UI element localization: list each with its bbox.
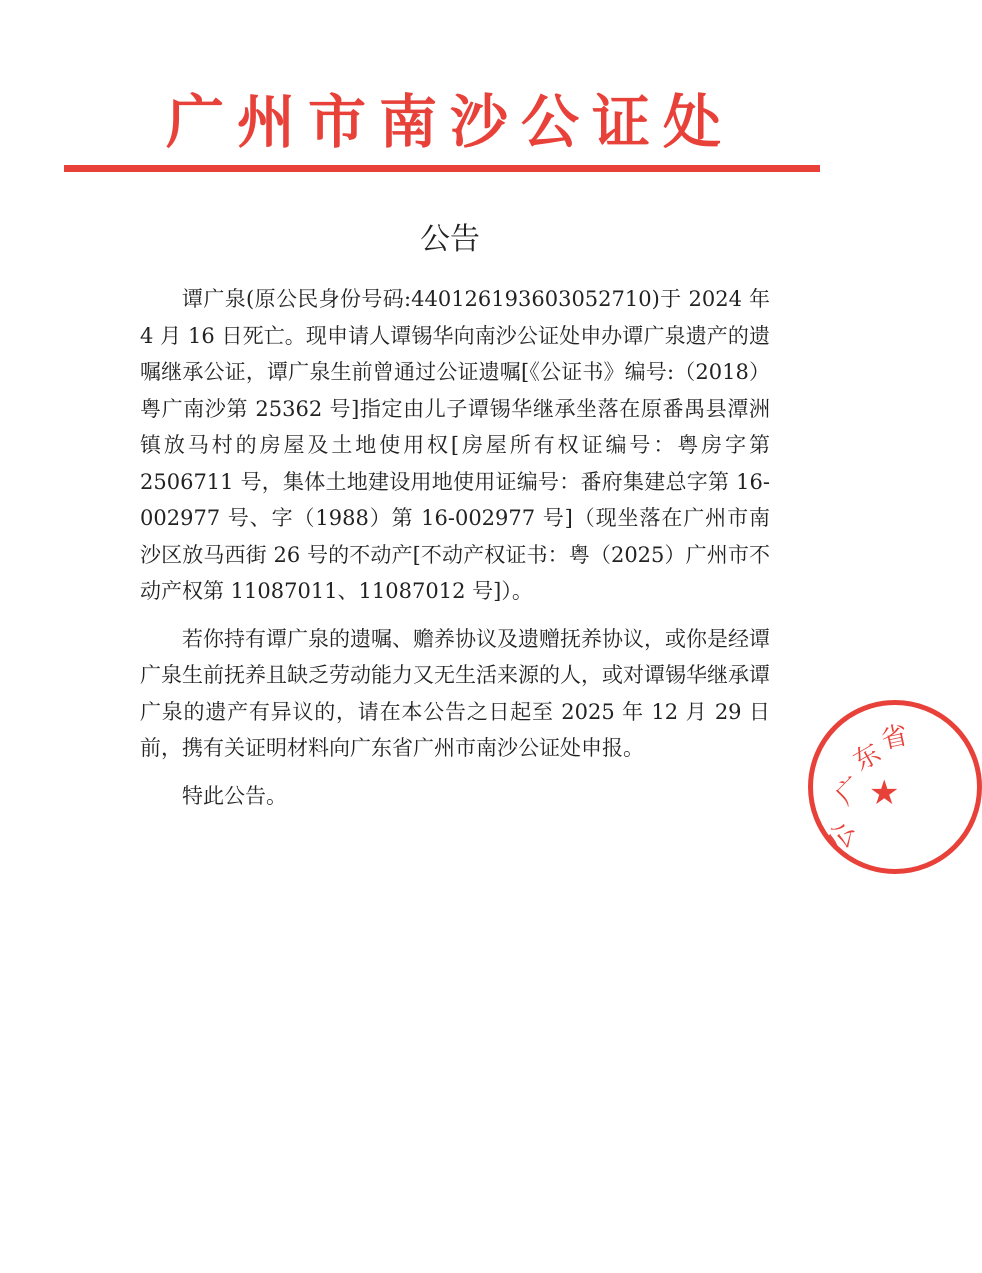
notice-paragraph-1: 谭广泉(原公民身份号码:440126193603052710)于 2024 年 4 月 16 日死亡。现申请人谭锡华向南沙公证处申办谭广泉遗产的遗嘱继承公证，谭广泉生前曾通过公证遗嘱[《公证书》编号:（2018）粤广南沙第 25362 号]指定由儿子谭锡华继承坐落在原番禺县潭洲镇放马村的房屋及土地使用权[房屋所有权证编号：粤房字第 2506711 号，集体土地建设用地使用证编号：番府集建总字第 16-002977 号、字（1988）第 16-002977 号]（现坐落在广州市南沙区放马西街 26 号的不动产[不动产权证书：粤（2025）广州市不动产权第 11087011、11087012 号]）。 xyxy=(140,287,770,603)
notice-paragraph-2: 若你持有谭广泉的遗嘱、赡养协议及遗赠抚养协议，或你是经谭广泉生前抚养且缺乏劳动能力又无生活来源的人，或对谭锡华继承谭广泉的遗产有异议的，请在本公告之日起至 2025 年 12 月 29 日前，携有关证明材料向广东省广州市南沙公证处申报。 xyxy=(140,626,770,760)
letterhead-title: 广州市南沙公证处 xyxy=(165,88,734,156)
seal-char: 省 xyxy=(878,720,911,756)
letterhead-divider xyxy=(64,165,820,172)
notice-body xyxy=(140,281,770,825)
notice-paragraph-3: 特此公告。 xyxy=(182,783,287,808)
seal-char: 公 xyxy=(823,819,861,854)
seal-char: 东 xyxy=(848,738,887,778)
notice-title: 公告 xyxy=(420,222,480,257)
seal-star-icon: ★ xyxy=(869,773,900,813)
seal-char: 广 xyxy=(829,771,870,812)
notary-seal-stamp xyxy=(808,700,982,874)
